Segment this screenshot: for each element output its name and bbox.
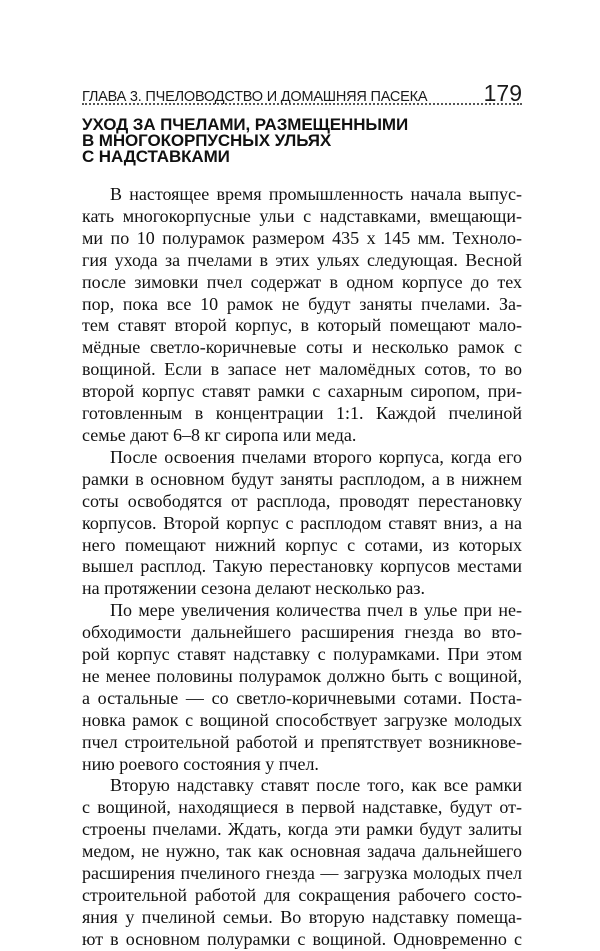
text-line: него помещают нижний корпус с сотами, из которых: [82, 534, 522, 555]
chapter-title: ГЛАВА 3. ПЧЕЛОВОДСТВО И ДОМАШНЯЯ ПАСЕКА: [82, 89, 428, 105]
paragraph: [82, 775, 522, 950]
text-line: не менее половины полурамок должно быть с вощиной,: [82, 665, 522, 686]
text-line: семье дают 6–8 кг сиропа или меда.: [82, 424, 357, 445]
text-line: после зимовки пчел содержат в одном корпусе до тех: [82, 271, 522, 292]
text-line: а остальные — со светло-коричневыми сотами. Поста-: [82, 687, 522, 708]
text-line: ют в основном полурамки с вощиной. Одновременно с: [82, 928, 522, 949]
text-line: пор, пока все 10 рамок не будут заняты пчелами. За-: [82, 293, 522, 314]
text-line: рамки в основном будут заняты расплодом, а в нижнем: [82, 468, 522, 489]
running-head: [82, 74, 522, 106]
text-line: медом, не нужно, так как основная задача дальнейшего: [82, 841, 522, 862]
text-line: ми по 10 полурамок размером 435 х 145 мм. Техноло-: [82, 227, 522, 248]
text-line: По мере увеличения количества пчел в улье при не-: [110, 600, 522, 621]
text-line: мёдные светло-коричневые соты и несколько рамок с: [82, 337, 522, 358]
text-line: корпусов. Второй корпус с расплодом ставят вниз, а на: [82, 512, 522, 533]
text-line: рой корпус ставят надставку с полурамками. При этом: [82, 644, 522, 665]
section-title-line: УХОД ЗА ПЧЕЛАМИ, РАЗМЕЩЕННЫМИ: [82, 115, 409, 134]
text-line: соты освободятся от расплода, проводят перестановку: [82, 490, 522, 511]
text-line: строены пчелами. Ждать, когда эти рамки будут залиты: [82, 819, 522, 840]
section-title: [82, 117, 502, 165]
paragraph: [82, 447, 522, 600]
text-line: После освоения пчелами второго корпуса, когда его: [110, 446, 522, 467]
body-text: [82, 184, 522, 951]
text-line: кать многокорпусные ульи с надставками, вмещающи-: [82, 205, 522, 226]
text-line: пчел строительной работой и препятствует возникнове-: [82, 731, 522, 752]
text-line: яния у пчелиной семьи. Во вторую надставку помеща-: [82, 906, 522, 927]
text-line: Вторую надставку ставят после того, как все рамки: [110, 775, 522, 796]
text-line: В настоящее время промышленность начала выпус-: [110, 184, 522, 204]
text-line: на протяжении сезона делают несколько раз.: [82, 578, 426, 599]
text-line: расширения пчелиного гнезда — загрузка молодых пчел: [82, 863, 522, 884]
paragraph: [82, 600, 522, 775]
text-line: тем ставят второй корпус, в который помещают мало-: [82, 315, 522, 336]
text-line: новка рамок с вощиной способствует загрузке молодых: [82, 709, 522, 730]
section-title-line: С НАДСТАВКАМИ: [82, 147, 230, 166]
text-line: строительной работой для сокращения рабочего состо-: [82, 885, 522, 905]
page-number: 179: [483, 80, 522, 106]
text-line: обходимости дальнейшего расширения гнезда во вто-: [82, 622, 522, 643]
text-line: с вощиной, находящиеся в первой надставке, будут от-: [82, 797, 522, 818]
text-line: готовленным в концентрации 1:1. Каждой пчелиной: [82, 403, 522, 424]
section-title-line: В МНОГОКОРПУСНЫХ УЛЬЯХ: [82, 131, 332, 150]
paragraph: [82, 184, 522, 447]
header-dotted-rule: [82, 103, 522, 105]
text-line: вощиной. Если в запасе нет маломёдных сотов, то во: [82, 359, 522, 380]
text-line: вышел расплод. Такую перестановку корпусов местами: [82, 556, 522, 577]
text-line: второй корпус ставят рамки с сахарным сиропом, при-: [82, 381, 522, 402]
text-line: нию роевого состояния у пчел.: [82, 753, 319, 774]
text-line: гия ухода за пчелами в этих ульях следующая. Весной: [82, 249, 522, 270]
